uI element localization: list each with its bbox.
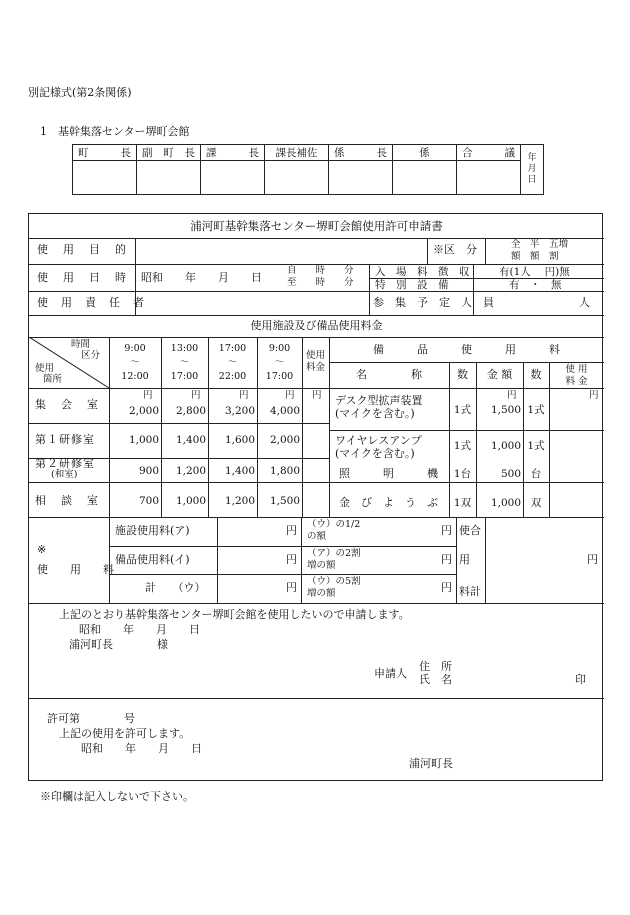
fee-label: 使 用 料 bbox=[37, 563, 114, 576]
role-cell: 係 bbox=[393, 145, 457, 161]
category-options-1: 全 半 五増 bbox=[511, 239, 569, 250]
room-fee: 1,000 bbox=[175, 495, 206, 507]
room-fee: 2,000 bbox=[269, 434, 300, 446]
apply-to: 浦河町長 様 bbox=[69, 638, 168, 651]
fee-u-yen: 円 bbox=[286, 581, 297, 594]
form-style-label: 別記様式(第2条関係) bbox=[28, 86, 132, 99]
room-fee: 1,200 bbox=[224, 495, 255, 507]
corner-time: 時間 bbox=[71, 339, 91, 350]
section-title: 1 基幹集落センター堺町会館 bbox=[40, 125, 190, 138]
room-name: 相 談 室 bbox=[35, 494, 100, 507]
fee-half-label: （ウ）の1/2 の額 bbox=[307, 519, 361, 542]
room-fee: 900 bbox=[138, 465, 159, 477]
equip-count: 1式 bbox=[453, 404, 472, 416]
fee-2w-label: （ア）の2割 増の額 bbox=[307, 548, 361, 571]
equip-name: デスク型拡声装置 (マイクを含む。) bbox=[335, 394, 423, 420]
fee-a-label: 施設使用料(ア) bbox=[115, 524, 190, 537]
fee-5w-yen: 円 bbox=[441, 581, 452, 594]
usage-fee-header: 使用 料金 bbox=[305, 350, 325, 373]
fee-mark: ※ bbox=[37, 543, 47, 556]
room-fee: 2,000 bbox=[128, 405, 159, 417]
stamp-box[interactable] bbox=[137, 161, 201, 195]
room-fee: 1,800 bbox=[269, 465, 300, 477]
approval-table bbox=[72, 144, 544, 195]
equip-name: ワイヤレスアンプ (マイクを含む。) bbox=[335, 434, 422, 460]
corner-place: 箇所 bbox=[43, 374, 63, 385]
equip-count: 1双 bbox=[453, 497, 472, 509]
equip-count2: 1式 bbox=[527, 404, 545, 416]
room-name: 第１研修室 bbox=[35, 433, 95, 446]
permit-date: 昭和 年 月 日 bbox=[81, 742, 202, 755]
room-fee: 1,000 bbox=[128, 434, 159, 446]
room-yen: 円 bbox=[285, 390, 295, 401]
equip-amount: 500 bbox=[500, 468, 521, 480]
eq-fee-header: 使 用 料 金 bbox=[565, 364, 588, 387]
form-title: 浦河町基幹集落センター堺町会館使用許可申請書 bbox=[190, 219, 443, 233]
eq-count2-header: 数 bbox=[530, 368, 542, 381]
special-equip-value[interactable]: 有 ・ 無 bbox=[509, 279, 562, 291]
approval-date-cell: 年 月 日 bbox=[521, 145, 544, 195]
equip-amount: 1,000 bbox=[490, 497, 521, 509]
fee-collect-label: 入 場 料 徴 収 bbox=[375, 266, 470, 278]
fee-5w-label: （ウ）の5割 増の額 bbox=[307, 576, 361, 599]
corner-use: 使用 bbox=[35, 363, 55, 374]
equip-fee-yen: 円 bbox=[589, 390, 599, 401]
purpose-label: 使 用 目 的 bbox=[37, 243, 128, 256]
special-equip-label: 特 別 設 備 bbox=[375, 279, 449, 291]
total-label-1: 使合 bbox=[459, 524, 481, 537]
application-form bbox=[28, 213, 603, 781]
role-cell: 合 議 bbox=[457, 145, 521, 161]
equip-count2: 1式 bbox=[527, 440, 545, 452]
stamp-box[interactable] bbox=[329, 161, 393, 195]
stamp-box[interactable] bbox=[457, 161, 521, 195]
room-name: 第２研修室 bbox=[35, 457, 95, 470]
fee-a-yen: 円 bbox=[286, 524, 297, 537]
equip-count: 1台 bbox=[453, 468, 472, 480]
category-label: ※区 分 bbox=[433, 243, 477, 256]
room-yen: 円 bbox=[312, 390, 322, 401]
name-label: 氏 名 bbox=[419, 673, 452, 686]
fee-2w-yen: 円 bbox=[441, 553, 452, 566]
equip-yen: 円 bbox=[507, 390, 517, 401]
time-from[interactable]: 自 時 分 bbox=[287, 265, 354, 276]
total-yen: 円 bbox=[587, 553, 598, 566]
footnote: ※印欄は記入しないで下さい。 bbox=[40, 790, 194, 803]
room-fee: 2,800 bbox=[175, 405, 206, 417]
applicant-label: 申請人 bbox=[374, 667, 407, 680]
fee-i-yen: 円 bbox=[286, 553, 297, 566]
date-value[interactable]: 昭和 年 月 日 bbox=[141, 271, 262, 284]
stamp-box[interactable] bbox=[265, 161, 329, 195]
category-options-2: 額 額 割 bbox=[511, 251, 559, 262]
room-fee: 1,400 bbox=[224, 465, 255, 477]
room-fee: 1,200 bbox=[175, 465, 206, 477]
equip-amount: 1,000 bbox=[490, 440, 521, 452]
room-yen: 円 bbox=[143, 390, 153, 401]
room-fee: 4,000 bbox=[269, 405, 300, 417]
role-cell: 町 長 bbox=[73, 145, 137, 161]
purpose-field[interactable] bbox=[139, 242, 423, 260]
room-sub: (和室) bbox=[51, 469, 78, 480]
permit-mayor: 浦河町長 bbox=[409, 757, 453, 770]
slot-2: 13:00 〜 17:00 bbox=[170, 343, 199, 382]
equip-name: 金 び よ う ぶ bbox=[339, 496, 438, 509]
manager-field[interactable] bbox=[139, 295, 365, 313]
attendees-label: 参 集 予 定 人 員 bbox=[373, 296, 494, 309]
fee-u-label: 計 （ウ） bbox=[145, 581, 206, 594]
slot-3: 17:00 〜 22:00 bbox=[218, 343, 247, 382]
room-fee: 1,600 bbox=[224, 434, 255, 446]
equip-count: 1式 bbox=[453, 440, 472, 452]
room-yen: 円 bbox=[239, 390, 249, 401]
stamp-box[interactable] bbox=[201, 161, 265, 195]
equip-name: 照 明 機 bbox=[339, 467, 438, 480]
permit-no: 許可第 号 bbox=[47, 712, 135, 725]
equip-header: 備 品 使 用 料 bbox=[373, 343, 560, 356]
equip-amount: 1,500 bbox=[490, 404, 521, 416]
attendees-unit: 人 bbox=[579, 296, 590, 309]
room-yen: 円 bbox=[191, 390, 201, 401]
room-fee: 1,500 bbox=[269, 495, 300, 507]
eq-name-header: 名 称 bbox=[356, 368, 422, 381]
time-to[interactable]: 至 時 分 bbox=[287, 277, 354, 288]
fees-title: 使用施設及び備品使用料金 bbox=[250, 319, 383, 332]
role-cell: 課 長 bbox=[201, 145, 265, 161]
total-label-3: 料計 bbox=[459, 585, 481, 598]
eq-count-header: 数 bbox=[457, 368, 468, 381]
seal-mark: 印 bbox=[575, 673, 586, 686]
stamp-box[interactable] bbox=[73, 161, 137, 195]
equip-count2: 台 bbox=[530, 468, 542, 480]
slot-1: 9:00 〜 12:00 bbox=[121, 343, 149, 382]
apply-date[interactable]: 昭和 年 月 日 bbox=[79, 623, 200, 636]
date-label: 使 用 日 時 bbox=[37, 271, 128, 284]
permit-text: 上記の使用を許可します。 bbox=[59, 727, 191, 740]
fee-collect-value[interactable]: 有(1人 円)無 bbox=[499, 266, 570, 278]
room-name: 集 会 室 bbox=[35, 398, 100, 411]
fee-i-label: 備品使用料(イ) bbox=[115, 553, 190, 566]
slot-4: 9:00 〜 17:00 bbox=[265, 343, 294, 382]
address-label: 住 所 bbox=[419, 660, 452, 673]
eq-amount-header: 金 額 bbox=[486, 368, 513, 381]
apply-text: 上記のとおり基幹集落センター堺町会館を使用したいので申請します。 bbox=[59, 608, 410, 621]
stamp-box[interactable] bbox=[393, 161, 457, 195]
role-cell: 係 長 bbox=[329, 145, 393, 161]
manager-label: 使 用 責 任 者 bbox=[37, 296, 145, 309]
fee-half-yen: 円 bbox=[441, 524, 452, 537]
corner-division: 区分 bbox=[81, 350, 101, 361]
room-fee: 700 bbox=[138, 495, 159, 507]
role-cell: 副 町 長 bbox=[137, 145, 201, 161]
room-fee: 1,400 bbox=[175, 434, 206, 446]
total-label-2: 用 bbox=[459, 553, 470, 566]
room-fee: 3,200 bbox=[224, 405, 255, 417]
equip-count2: 双 bbox=[530, 497, 542, 509]
role-cell: 課長補佐 bbox=[265, 145, 329, 161]
